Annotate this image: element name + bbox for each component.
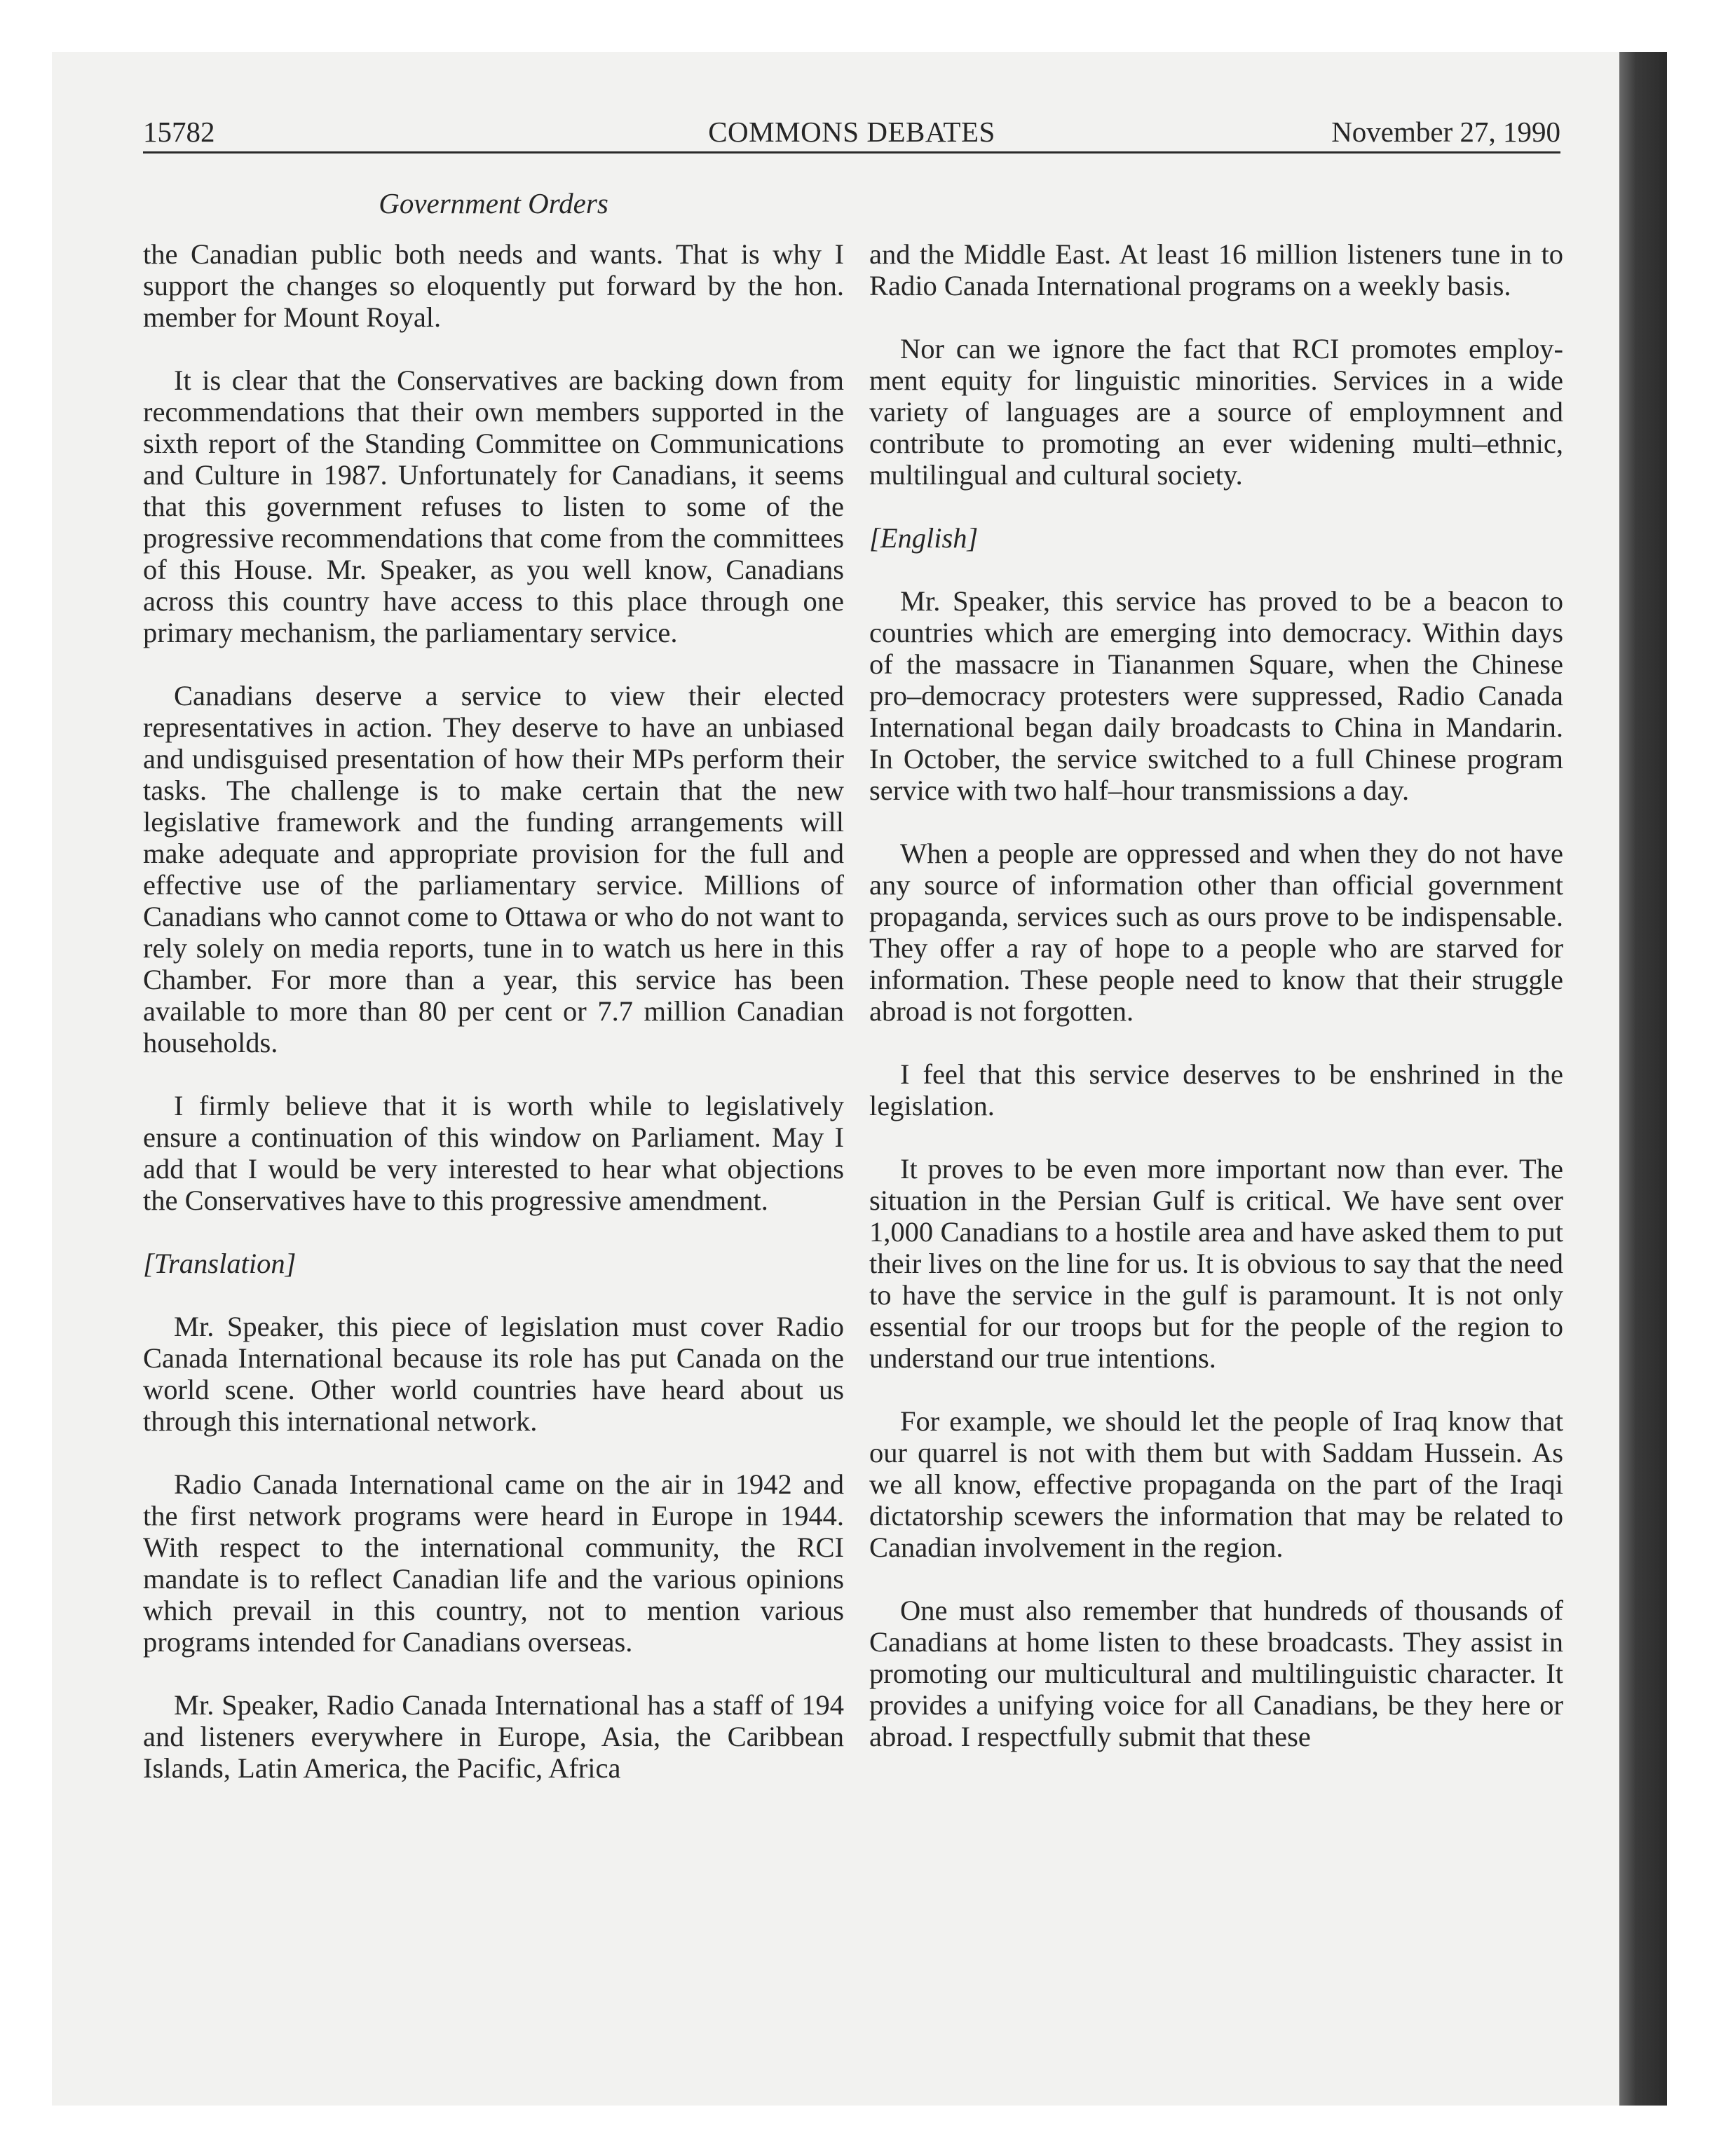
left-column — [143, 238, 844, 1815]
scan-edge-shadow — [1619, 52, 1667, 2106]
language-marker: [English] — [869, 522, 979, 554]
header-date: November 27, 1990 — [1331, 116, 1560, 148]
paragraph: Mr. Speaker, Radio Canada International has a staff of 194 and listeners everywhere in Europe, Asia, the Caribbean Islands, Latin America, the Pacific, Africa — [143, 1689, 844, 1784]
paragraph: It is clear that the Conservatives are backing down from recommendations that their own members supported in the sixth report of the Standing Committee on Communications and Culture in 1987. Unfortunately for Canadians, it seems that this government refuses to listen to some of the progressive recommendations that come from the committees of this House. Mr. Speaker, as you well know, Canadians across this country have access to this place through one primary mechanism, the parliamentary service. — [143, 364, 844, 648]
paragraph: It proves to be even more important now than ever. The situation in the Persian Gulf is critical. We have sent over 1,000 Canadians to a hostile area and have asked them to put their lives on the line for us. It is obvious to say that the need to have the service in the gulf is paramount. It is not only essential for our troops but for the people of the region to understand our true intentions. — [869, 1153, 1563, 1374]
paragraph: One must also remember that hundreds of thousands of Canadians at home listen to these broadcasts. They assist in promoting our multicultural and multilinguistic character. It provides a unifying voice for all Canadians, be they here or abroad. I respectfully submit that these — [869, 1595, 1563, 1752]
paragraph: Radio Canada International came on the air in 1942 and the first network programs were heard in Europe in 1944. With respect to the international community, the RCI mandate is to reflect Canadian life and the various opinions which prevail in this country, not to mention various programs intended for Canadians overseas. — [143, 1468, 844, 1658]
paragraph: I firmly believe that it is worth while to legislatively ensure a continuation of this window on Parliament. May I add that I would be very interested to hear what objections the Conservatives have to this progressive amendment. — [143, 1090, 844, 1216]
paragraph: Mr. Speaker, this piece of legislation must cover Radio Canada International because its role has put Canada on the world scene. Other world countries have heard about us through this international network. — [143, 1311, 844, 1437]
paragraph: the Canadian public both needs and wants. That is why I support the changes so eloquently put forward by the hon. member for Mount Royal. — [143, 238, 844, 333]
paragraph: Mr. Speaker, this service has proved to be a beacon to countries which are emerging into democracy. Within days of the massacre in Tiananmen Square, when the Chinese pro–democracy protesters were suppressed, Radio Canada International began daily broadcasts to China in Mandarin. In October, the service switched to a full Chinese program service with two half–hour transmissions a day. — [869, 585, 1563, 806]
paragraph: and the Middle East. At least 16 million listeners tune in to Radio Canada International programs on a weekly basis. — [869, 238, 1563, 301]
page-header — [143, 111, 1560, 153]
page-number: 15782 — [143, 116, 215, 148]
paragraph: Nor can we ignore the fact that RCI promotes employment equity for linguistic minorities. Services in a wide variety of languages are a source of employmnent and contribute to promoting an ever widening multi–ethnic, multilingual and cultural society. — [869, 333, 1563, 491]
journal-title: COMMONS DEBATES — [708, 116, 995, 148]
language-marker: [Translation] — [143, 1248, 297, 1279]
header-rule — [143, 151, 1560, 153]
paragraph: For example, we should let the people of Iraq know that our quarrel is not with them but with Saddam Hussein. As we all know, effective propaganda on the part of the Iraqi dictatorship scewers the information that may be related to Canadian involvement in the region. — [869, 1405, 1563, 1563]
paragraph: I feel that this service deserves to be enshrined in the legislation. — [869, 1058, 1563, 1121]
section-title: Government Orders — [379, 187, 608, 219]
paragraph: Canadians deserve a service to view their elected representatives in action. They deserve to have an unbiased and undisguised presentation of how their MPs perform their tasks. The challenge is to make certain that the new legislative framework and the funding arrangements will make adequate and appropriate provision for the full and effective use of the parliamentary service. Millions of Canadians who cannot come to Ottawa or who do not want to rely solely on media reports, tune in to watch us here in this Chamber. For more than a year, this service has been available to more than 80 per cent or 7.7 million Canadian households. — [143, 680, 844, 1058]
right-column — [869, 238, 1563, 1784]
paragraph: When a people are oppressed and when they do not have any source of information other than official government propaganda, services such as ours prove to be indispensable. They offer a ray of hope to a people who are starved for information. These people need to know that their struggle abroad is not forgotten. — [869, 838, 1563, 1027]
